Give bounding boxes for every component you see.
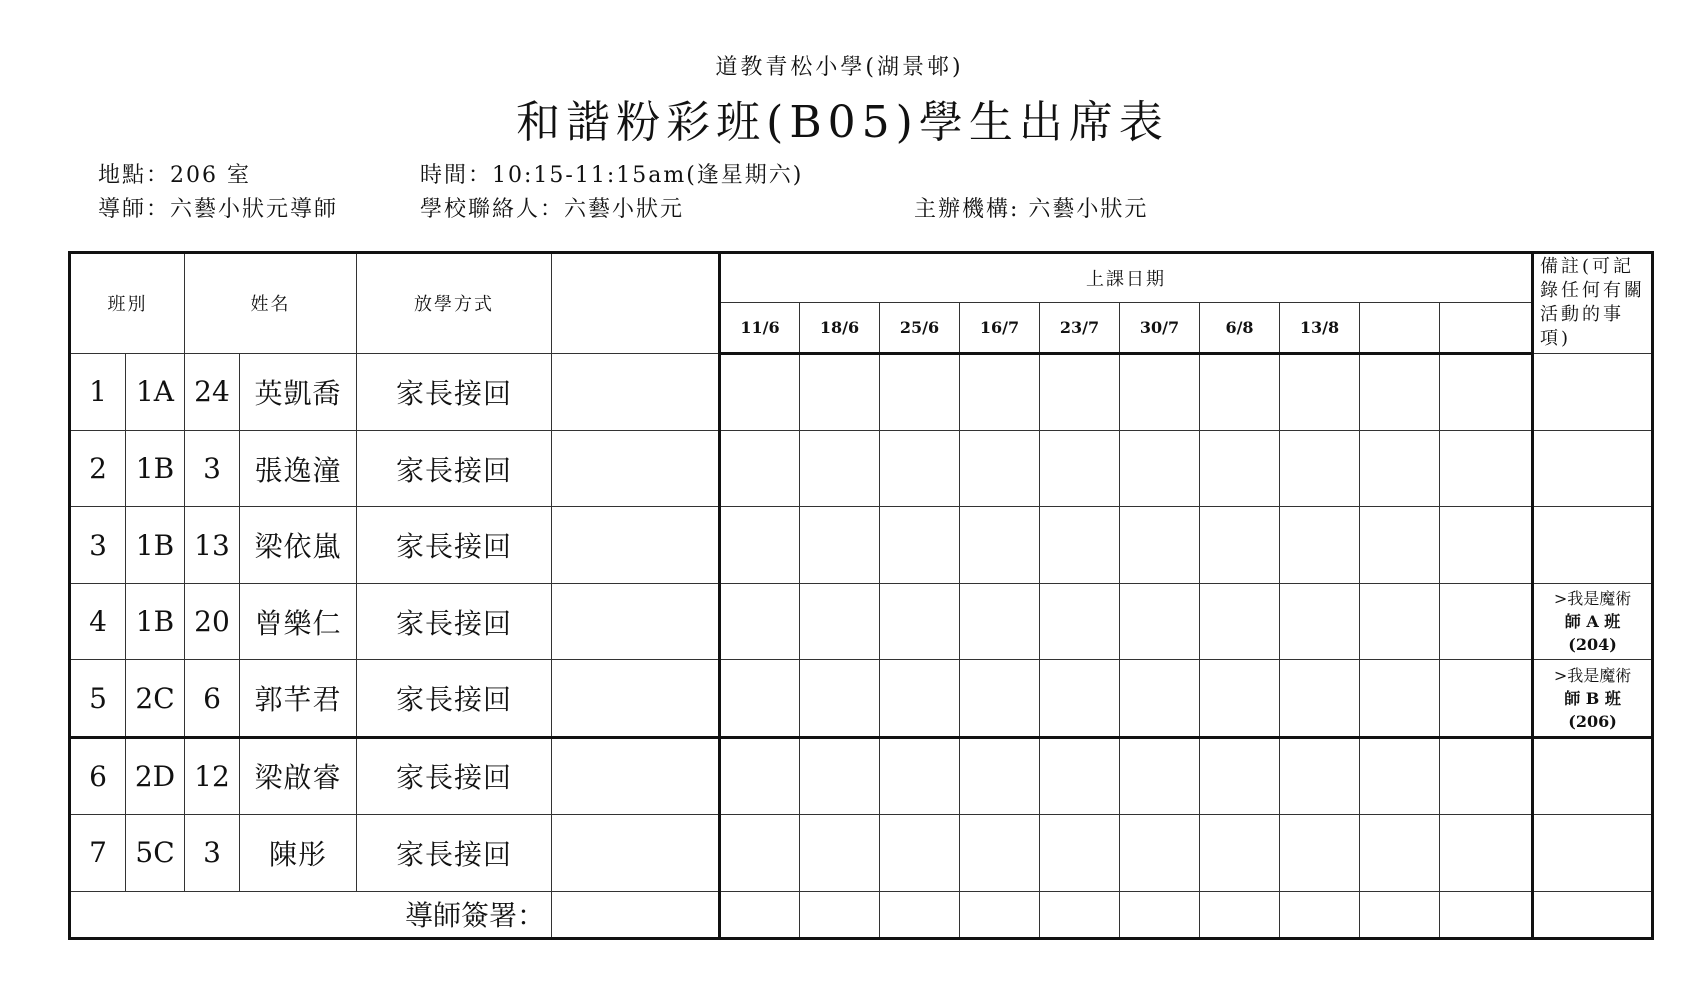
table-row — [70, 431, 1653, 507]
header-class: 班別 — [70, 253, 185, 354]
attendance-cell[interactable] — [1040, 660, 1120, 737]
row-dismissal: 家長接回 — [357, 815, 552, 891]
row-student-name: 梁依嵐 — [240, 507, 357, 583]
date-header: 23/7 — [1040, 303, 1120, 353]
attendance-cell[interactable] — [1440, 353, 1533, 430]
row-student-name: 陳彤 — [240, 815, 357, 891]
signature-cell[interactable] — [1200, 891, 1280, 938]
row-class: 5C — [126, 815, 185, 891]
row-student-name: 郭芊君 — [240, 660, 357, 737]
attendance-cell[interactable] — [1040, 431, 1120, 507]
signature-cell[interactable] — [1360, 891, 1440, 938]
row-number: 3 — [70, 507, 126, 583]
row-remark[interactable] — [1533, 431, 1653, 507]
date-header: 16/7 — [960, 303, 1040, 353]
signature-cell[interactable] — [800, 891, 880, 938]
row-class-no: 12 — [185, 737, 240, 814]
signature-cell[interactable] — [720, 891, 800, 938]
row-remark[interactable] — [1533, 353, 1653, 430]
header-name: 姓名 — [185, 253, 357, 354]
header-blank — [552, 253, 720, 354]
row-class-no: 6 — [185, 660, 240, 737]
header-dismissal: 放學方式 — [357, 253, 552, 354]
row-dismissal: 家長接回 — [357, 353, 552, 430]
attendance-cell[interactable] — [1200, 431, 1280, 507]
attendance-cell[interactable] — [960, 815, 1040, 891]
row-class: 1B — [126, 507, 185, 583]
row-class: 2D — [126, 737, 185, 814]
row-class: 1A — [126, 353, 185, 430]
attendance-cell[interactable] — [1200, 815, 1280, 891]
row-blank — [552, 353, 720, 430]
attendance-cell[interactable] — [800, 431, 880, 507]
row-dismissal: 家長接回 — [357, 431, 552, 507]
attendance-cell[interactable] — [1360, 583, 1440, 659]
row-student-name: 梁啟睿 — [240, 737, 357, 814]
attendance-cell[interactable] — [1280, 737, 1360, 814]
attendance-cell[interactable] — [960, 507, 1040, 583]
attendance-cell[interactable] — [1280, 431, 1360, 507]
row-class: 2C — [126, 660, 185, 737]
signature-cell[interactable] — [880, 891, 960, 938]
row-class-no: 3 — [185, 815, 240, 891]
attendance-cell[interactable] — [1120, 431, 1200, 507]
attendance-cell[interactable] — [720, 353, 800, 430]
table-row — [70, 507, 1653, 583]
row-remark[interactable] — [1533, 583, 1653, 659]
row-class-no: 20 — [185, 583, 240, 659]
remark-line: 師 B 班 — [1564, 688, 1621, 708]
attendance-cell[interactable] — [880, 737, 960, 814]
remark-line: 師 A 班 — [1564, 612, 1621, 632]
attendance-cell[interactable] — [1120, 507, 1200, 583]
organizer-text: 主辦機構: 六藝小狀元 — [914, 197, 1149, 222]
attendance-cell[interactable] — [1280, 815, 1360, 891]
attendance-cell[interactable] — [1120, 353, 1200, 430]
attendance-cell[interactable] — [1040, 353, 1120, 430]
date-header: 6/8 — [1200, 303, 1280, 353]
row-blank — [552, 891, 720, 938]
attendance-cell[interactable] — [720, 815, 800, 891]
table-row — [70, 815, 1653, 891]
attendance-cell[interactable] — [1200, 507, 1280, 583]
attendance-cell[interactable] — [1200, 583, 1280, 659]
signature-cell[interactable] — [1040, 891, 1120, 938]
attendance-cell[interactable] — [1040, 737, 1120, 814]
attendance-cell[interactable] — [1360, 660, 1440, 737]
row-student-name: 曾樂仁 — [240, 583, 357, 659]
location-text: 地點：206 室 — [98, 163, 251, 188]
attendance-cell[interactable] — [800, 353, 880, 430]
signature-cell[interactable] — [1280, 891, 1360, 938]
row-blank — [552, 660, 720, 737]
attendance-cell[interactable] — [1440, 583, 1533, 659]
remark-line: >我是魔術 — [1553, 665, 1632, 685]
row-remark[interactable] — [1533, 507, 1653, 583]
attendance-cell[interactable] — [1280, 660, 1360, 737]
attendance-cell[interactable] — [1120, 737, 1200, 814]
attendance-cell[interactable] — [800, 737, 880, 814]
row-student-name: 張逸潼 — [240, 431, 357, 507]
attendance-cell[interactable] — [960, 583, 1040, 659]
table-row — [70, 660, 1653, 737]
attendance-cell[interactable] — [960, 737, 1040, 814]
row-number: 7 — [70, 815, 126, 891]
attendance-cell[interactable] — [720, 431, 800, 507]
date-header: 13/8 — [1280, 303, 1360, 353]
attendance-cell[interactable] — [1440, 507, 1533, 583]
attendance-table — [68, 251, 1654, 940]
row-dismissal: 家長接回 — [357, 583, 552, 659]
remark-line: (206) — [1568, 711, 1617, 731]
row-blank — [552, 583, 720, 659]
attendance-cell[interactable] — [720, 660, 800, 737]
attendance-cell[interactable] — [1200, 353, 1280, 430]
row-blank — [552, 815, 720, 891]
attendance-cell[interactable] — [1200, 737, 1280, 814]
row-blank — [552, 507, 720, 583]
attendance-cell[interactable] — [800, 583, 880, 659]
row-remark[interactable] — [1533, 737, 1653, 814]
row-number: 4 — [70, 583, 126, 659]
attendance-cell[interactable] — [1360, 507, 1440, 583]
attendance-cell[interactable] — [880, 583, 960, 659]
attendance-cell[interactable] — [1040, 507, 1120, 583]
attendance-cell[interactable] — [1120, 660, 1200, 737]
attendance-cell[interactable] — [880, 815, 960, 891]
attendance-cell[interactable] — [1280, 507, 1360, 583]
attendance-cell[interactable] — [1280, 583, 1360, 659]
row-dismissal: 家長接回 — [357, 737, 552, 814]
date-header: 11/6 — [720, 303, 800, 353]
row-class: 1B — [126, 431, 185, 507]
row-blank — [552, 431, 720, 507]
attendance-cell[interactable] — [1360, 737, 1440, 814]
signature-row — [70, 891, 1653, 938]
date-header: 25/6 — [880, 303, 960, 353]
attendance-cell[interactable] — [960, 660, 1040, 737]
row-number: 6 — [70, 737, 126, 814]
page-title: 和諧粉彩班(B05)學生出席表 — [516, 97, 1169, 148]
attendance-cell[interactable] — [1440, 815, 1533, 891]
table-row — [70, 583, 1653, 659]
attendance-cell[interactable] — [1200, 660, 1280, 737]
row-class-no: 13 — [185, 507, 240, 583]
attendance-cell[interactable] — [1440, 660, 1533, 737]
row-student-name: 英凱喬 — [240, 353, 357, 430]
row-remark[interactable] — [1533, 660, 1653, 737]
attendance-cell[interactable] — [800, 507, 880, 583]
attendance-cell[interactable] — [1360, 353, 1440, 430]
row-number: 2 — [70, 431, 126, 507]
attendance-cell[interactable] — [1360, 815, 1440, 891]
table-row — [70, 353, 1653, 430]
header-dates-title: 上課日期 — [720, 253, 1533, 303]
attendance-cell[interactable] — [720, 583, 800, 659]
tutor-text: 導師：六藝小狀元導師 — [98, 197, 339, 222]
signature-remark-cell[interactable] — [1533, 891, 1653, 938]
row-dismissal: 家長接回 — [357, 660, 552, 737]
header-remarks: 備註(可記錄任何有關活動的事項) — [1533, 253, 1653, 354]
attendance-cell[interactable] — [960, 353, 1040, 430]
signature-cell[interactable] — [1120, 891, 1200, 938]
signature-label: 導師簽署： — [70, 891, 552, 938]
time-text: 時間：10:15-11:15am(逢星期六) — [420, 163, 804, 188]
row-blank — [552, 737, 720, 814]
signature-cell[interactable] — [1440, 891, 1533, 938]
attendance-cell[interactable] — [1120, 583, 1200, 659]
attendance-cell[interactable] — [880, 507, 960, 583]
date-header: 30/7 — [1120, 303, 1200, 353]
row-class-no: 3 — [185, 431, 240, 507]
attendance-cell[interactable] — [1040, 583, 1120, 659]
attendance-cell[interactable] — [800, 815, 880, 891]
attendance-cell[interactable] — [1440, 431, 1533, 507]
row-dismissal: 家長接回 — [357, 507, 552, 583]
school-name: 道教青松小學(湖景邨) — [715, 55, 964, 80]
attendance-cell[interactable] — [1440, 737, 1533, 814]
attendance-cell[interactable] — [720, 737, 800, 814]
row-number: 5 — [70, 660, 126, 737]
attendance-cell[interactable] — [880, 431, 960, 507]
remark-line: (204) — [1568, 635, 1617, 655]
attendance-cell[interactable] — [1120, 815, 1200, 891]
attendance-cell[interactable] — [880, 353, 960, 430]
attendance-cell[interactable] — [1280, 353, 1360, 430]
contact-text: 學校聯絡人：六藝小狀元 — [420, 197, 685, 222]
signature-cell[interactable] — [960, 891, 1040, 938]
date-header — [1440, 303, 1533, 353]
table-row — [70, 737, 1653, 814]
row-class-no: 24 — [185, 353, 240, 430]
attendance-cell[interactable] — [720, 507, 800, 583]
date-header — [1360, 303, 1440, 353]
attendance-cell[interactable] — [960, 431, 1040, 507]
attendance-cell[interactable] — [1040, 815, 1120, 891]
row-class: 1B — [126, 583, 185, 659]
attendance-cell[interactable] — [1360, 431, 1440, 507]
date-header: 18/6 — [800, 303, 880, 353]
row-remark[interactable] — [1533, 815, 1653, 891]
remark-line: >我是魔術 — [1553, 589, 1632, 609]
attendance-cell[interactable] — [800, 660, 880, 737]
row-number: 1 — [70, 353, 126, 430]
attendance-cell[interactable] — [880, 660, 960, 737]
